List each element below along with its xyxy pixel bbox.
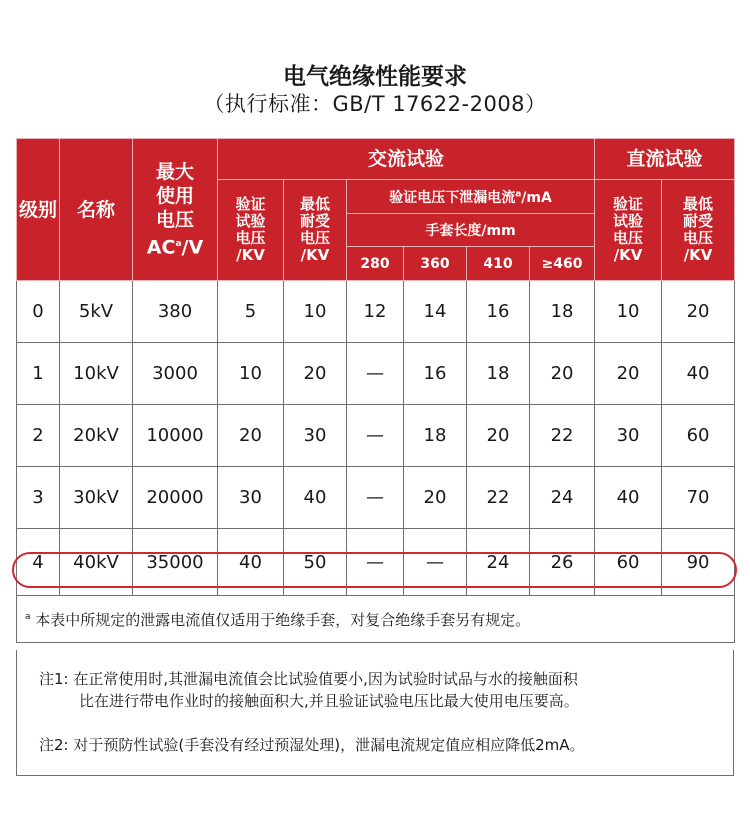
ac-min-l1: 最低 [299, 195, 330, 213]
leak-current-label: 验证电压下泄漏电流 [389, 189, 516, 206]
cell-dc-verify: 10 [595, 281, 662, 343]
cell-l360: — [404, 529, 467, 596]
cell-l280: — [347, 343, 404, 405]
ac-min-l2: 耐受 [299, 212, 330, 230]
cell-dc-verify: 60 [595, 529, 662, 596]
ac-verify-l1: 验证 [235, 195, 266, 213]
cell-l280: — [347, 467, 404, 529]
header-name: 名称 [60, 139, 133, 281]
header-ac-test: 交流试验 [218, 139, 595, 180]
header-max-voltage [133, 139, 218, 281]
footnote-sup: a [25, 611, 31, 622]
dc-verify-l2: 试验 [613, 212, 644, 230]
ac-min-l4: /KV [300, 246, 330, 264]
cell-dc-min: 90 [662, 529, 735, 596]
cell-max: 20000 [133, 467, 218, 529]
cell-l410: 24 [467, 529, 530, 596]
cell-name: 5kV [60, 281, 133, 343]
header-ac-min [284, 180, 347, 281]
header-dc-verify [595, 180, 662, 281]
cell-grade: 2 [17, 405, 60, 467]
dc-min-l2: 耐受 [683, 212, 714, 230]
dc-min-l3: 电压 [683, 229, 714, 247]
header-leak-current [347, 180, 595, 214]
cell-l360: 14 [404, 281, 467, 343]
cell-ac-verify: 20 [218, 405, 284, 467]
cell-ac-min: 10 [284, 281, 347, 343]
cell-l410: 20 [467, 405, 530, 467]
table-row [17, 467, 735, 529]
footnote [17, 596, 735, 643]
cell-dc-verify: 40 [595, 467, 662, 529]
cell-dc-min: 40 [662, 343, 735, 405]
table-row-highlighted [17, 529, 735, 596]
page-title: 电气绝缘性能要求 [283, 64, 467, 90]
cell-ac-min: 50 [284, 529, 347, 596]
note1-line2: 比在进行带电作业时的接触面积大,并且验证试验电压比最大使用电压要高。 [79, 692, 579, 710]
cell-ac-min: 30 [284, 405, 347, 467]
max-voltage-line2: 使用 [155, 184, 194, 207]
max-voltage-line3: 电压 [155, 208, 194, 231]
cell-l280: — [347, 529, 404, 596]
max-voltage-unit: /V [181, 236, 204, 259]
insulation-table [16, 138, 735, 643]
note2: 注2: 对于预防性试验(手套没有经过预湿处理)，泄漏电流规定值应相应降低2mA。 [39, 736, 585, 754]
max-voltage-sup: a [175, 238, 182, 249]
cell-l410: 22 [467, 467, 530, 529]
cell-grade: 0 [17, 281, 60, 343]
dc-min-l1: 最低 [683, 195, 714, 213]
cell-name: 30kV [60, 467, 133, 529]
note1-line1: 注1: 在正常使用时,其泄漏电流值会比试验值要小,因为试验时试品与水的接触面积 [39, 670, 578, 688]
cell-l280: 12 [347, 281, 404, 343]
dc-verify-l1: 验证 [613, 195, 644, 213]
dc-min-l4: /KV [683, 246, 713, 264]
notes-box [16, 650, 734, 776]
cell-max: 380 [133, 281, 218, 343]
leak-current-sup: a [515, 188, 522, 199]
cell-l280: — [347, 405, 404, 467]
cell-grade: 1 [17, 343, 60, 405]
cell-dc-min: 20 [662, 281, 735, 343]
max-voltage-line1: 最大 [155, 160, 194, 183]
header-glove-length: 手套长度/mm [347, 214, 595, 247]
cell-l460: 24 [530, 467, 595, 529]
cell-l410: 16 [467, 281, 530, 343]
header-grade: 级别 [17, 139, 60, 281]
cell-name: 40kV [60, 529, 133, 596]
dc-verify-l3: 电压 [613, 229, 644, 247]
ac-verify-l4: /KV [236, 246, 265, 264]
cell-l360: 18 [404, 405, 467, 467]
cell-ac-min: 20 [284, 343, 347, 405]
ac-min-l3: 电压 [299, 229, 330, 247]
cell-max: 3000 [133, 343, 218, 405]
cell-l460: 26 [530, 529, 595, 596]
cell-l460: 22 [530, 405, 595, 467]
cell-dc-min: 60 [662, 405, 735, 467]
dc-verify-l4: /KV [613, 246, 643, 264]
header-dc-test: 直流试验 [595, 139, 735, 180]
leak-current-unit: /mA [521, 189, 552, 206]
table-row [17, 343, 735, 405]
cell-ac-verify: 5 [218, 281, 284, 343]
header-length-410: 410 [467, 247, 530, 281]
header-ac-verify [218, 180, 284, 281]
cell-max: 35000 [133, 529, 218, 596]
table-row [17, 281, 735, 343]
cell-l460: 18 [530, 281, 595, 343]
ac-verify-l3: 电压 [235, 229, 266, 247]
max-voltage-ac: AC [146, 236, 176, 259]
cell-dc-verify: 30 [595, 405, 662, 467]
page-subtitle: （执行标准：GB/T 17622-2008） [203, 92, 547, 116]
cell-l460: 20 [530, 343, 595, 405]
cell-l360: 16 [404, 343, 467, 405]
cell-ac-verify: 30 [218, 467, 284, 529]
cell-grade: 3 [17, 467, 60, 529]
ac-verify-l2: 试验 [235, 212, 266, 230]
footnote-text: 本表中所规定的泄露电流值仅适用于绝缘手套，对复合绝缘手套另有规定。 [35, 610, 531, 629]
cell-max: 10000 [133, 405, 218, 467]
max-voltage-line4 [133, 232, 217, 259]
cell-ac-verify: 10 [218, 343, 284, 405]
table-row [17, 405, 735, 467]
cell-l360: 20 [404, 467, 467, 529]
cell-dc-verify: 20 [595, 343, 662, 405]
header-length-460: ≥460 [530, 247, 595, 281]
cell-dc-min: 70 [662, 467, 735, 529]
header-length-360: 360 [404, 247, 467, 281]
cell-ac-verify: 40 [218, 529, 284, 596]
cell-name: 10kV [60, 343, 133, 405]
header-length-280: 280 [347, 247, 404, 281]
cell-l410: 18 [467, 343, 530, 405]
cell-name: 20kV [60, 405, 133, 467]
header-dc-min [662, 180, 735, 281]
cell-grade: 4 [17, 529, 60, 596]
cell-ac-min: 40 [284, 467, 347, 529]
